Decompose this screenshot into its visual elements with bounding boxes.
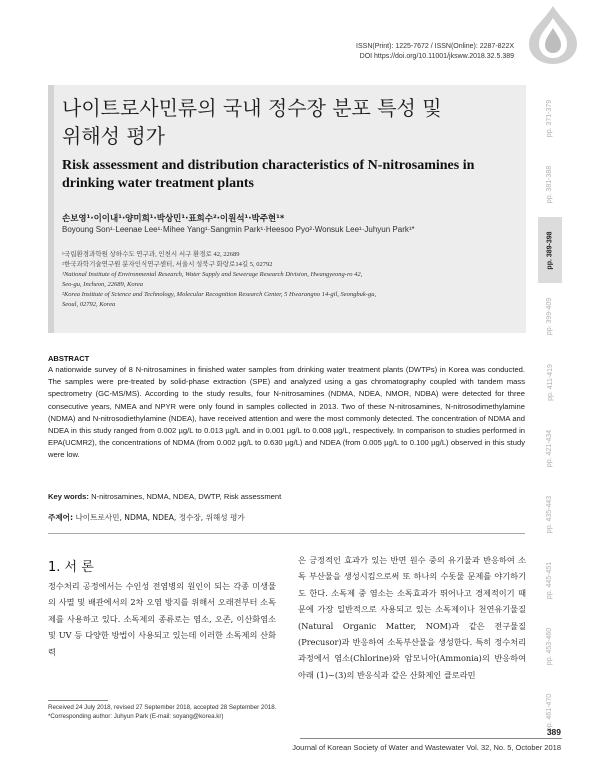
title-accent-bar xyxy=(48,85,54,333)
footnote-corresponding: *Corresponding author: Juhyun Park (E-mail: soyang@korea.kr) xyxy=(48,713,224,720)
tab-pp-371-379[interactable]: pp. 371-379 xyxy=(546,99,554,137)
keywords-korean-label: 주제어: xyxy=(48,513,74,522)
korean-title-line-1: 나이트로사민류의 국내 정수장 분포 특성 및 xyxy=(62,96,442,120)
tab-pp-453-460[interactable]: pp. 453-460 xyxy=(546,627,554,665)
tab-pp-461-470[interactable]: pp. 461-470 xyxy=(546,693,554,731)
issn-block xyxy=(356,42,514,62)
affiliations xyxy=(62,250,512,310)
footer-divider xyxy=(300,738,562,739)
body-column-right: 은 긍정적인 효과가 있는 반면 원수 중의 유기물과 반응하여 소독 부산물을 생성시킴으로써 또 하나의 수돗물 문제를 야기하기도 한다. 소독제 중 염소는 소독효과가 뛰어나고 경제적이기 때문에 가장 일반적으로 사용되고 있는 소독제이나 천연유기물질(Natural Organic Matter, NOM)과 같은 전구물질(Precusor)과 반응하여 소독부산물을 생성한다. 특히 정수처리 과정에서 염소(Chlorine)와 암모니아(Ammonia)의 반응하여 아래 (1)~(3)의 반응식과 같은 산화제인 클로라민 xyxy=(298,555,526,680)
affiliation-en-2: ²Korea Institute of Science and Technology, Molecular Recognition Research Center, 5 Hwarangno 14-gil, Seongbuk-gu, xyxy=(62,291,377,298)
footnotes xyxy=(48,703,278,721)
affiliation-ko-2: ²한국과학기술연구원 분자인식연구센터, 서울시 성북구 화랑로14길 5, 02792 xyxy=(62,261,273,268)
footnote-received: Received 24 July 2018, revised 27 September 2018, accepted 28 September 2018. xyxy=(48,704,277,711)
doi-link[interactable]: DOI https://doi.org/10.11001/jksww.2018.32.5.389 xyxy=(359,53,514,60)
keywords-value: N-nitrosamines, NDMA, NDEA, DWTP, Risk assessment xyxy=(91,492,282,501)
tab-pp-445-451[interactable]: pp. 445-451 xyxy=(546,561,554,599)
section-heading: 1. 서 론 xyxy=(48,560,94,575)
korean-title xyxy=(62,94,502,150)
body-column-left: 정수처리 공정에서는 수인성 전염병의 원인이 되는 각종 미생물의 사멸 및 배관에서의 2차 오염 방지를 위해서 오래전부터 소독제를 사용하고 있다. 소독제의 종류로는 염소, 오존, 이산화염소 및 UV 등 다양한 방법이 사용되고 있는데 이러한 소독제의 산화력 xyxy=(48,581,276,657)
abstract-text: A nationwide survey of 8 N-nitrosamines in finished water samples from drinking water treatment plants (DWTPs) in Korea was conducted. The samples were pre-treated by solid-phase extraction (SPE) and analyzed using a gas chromatography coupled with tandem mass spectrometry (GC-MS/MS). According to the study results, four N-nitrosamines (NDMA, NDEA, NMOR, NDBA) were detected for three consecutive years, NMEA and NPYR were only found in samples collected in 2013. Two of these N-nitrosamines, N-nitrosodimethylamine (NDMA) and N-nitrosodiethylamine (NDEA), have received attention and were the most commonly detected. The concentration of NDMA and NDEA in this study ranged from 0.002 µg/L to 0.013 µg/L and in 0.001 µg/L to 0.008 µg/L, respectively. In comparison to studies performed in EPA(UCMR2), the concentrations of NDMA (from 0.002 µg/L to 0.630 µg/L) and NDEA (from 0.005 µg/L to 0.100 µg/L) observed in this study were low. xyxy=(48,365,525,460)
tab-pp-399-409[interactable]: pp. 399-409 xyxy=(546,297,554,335)
tab-pp-435-443[interactable]: pp. 435-443 xyxy=(546,495,554,533)
keywords-korean-value: 나이트로사민, NDMA, NDEA, 정수장, 위해성 평가 xyxy=(75,513,245,522)
keywords-line xyxy=(48,492,281,501)
authors-english: Boyoung Son¹·Leenae Lee¹·Mihee Yang¹·Sangmin Park¹·Heesoo Pyo²·Wonsuk Lee¹·Juhyun Park¹* xyxy=(62,225,415,234)
tab-pp-389-398[interactable]: pp. 389-398 xyxy=(538,217,562,283)
abstract-heading: ABSTRACT xyxy=(48,354,90,363)
journal-logo xyxy=(519,4,587,66)
tab-pp-381-388[interactable]: pp. 381-388 xyxy=(546,165,554,203)
page-number: 389 xyxy=(546,727,561,737)
affiliation-ko-1: ¹국립환경과학원 상하수도 연구과, 인천시 서구 환경로 42, 22689 xyxy=(62,251,240,258)
authors-korean: 손보영¹·이이내¹·양미희¹·박상민¹·표희수²·이원석¹·박주현¹* xyxy=(62,214,285,224)
footnote-divider xyxy=(48,700,108,701)
affiliation-en-1-cont: Seo-gu, Incheon, 22689, Korea xyxy=(62,281,143,288)
journal-footer: Journal of Korean Society of Water and Wastewater Vol. 32, No. 5, October 2018 xyxy=(292,743,561,752)
english-title: Risk assessment and distribution characteristics of N-nitrosamines in drinking water treatment plants xyxy=(62,158,475,191)
abstract-divider xyxy=(48,533,525,534)
affiliation-en-2-cont: Seoul, 02792, Korea xyxy=(62,301,116,308)
keywords-korean-line xyxy=(48,512,245,523)
tab-pp-411-419[interactable]: pp. 411-419 xyxy=(546,363,554,401)
korean-title-line-2: 위해성 평가 xyxy=(62,124,165,148)
issn-line: ISSN(Print): 1225-7672 / ISSN(Online): 2287-822X xyxy=(356,43,514,50)
affiliation-en-1: ¹National Institute of Environmental Research, Water Supply and Sewerage Research Division, Hwangyeong-ro 42, xyxy=(62,271,363,278)
keywords-label: Key words: xyxy=(48,492,89,501)
tab-pp-421-434[interactable]: pp. 421-434 xyxy=(546,429,554,467)
